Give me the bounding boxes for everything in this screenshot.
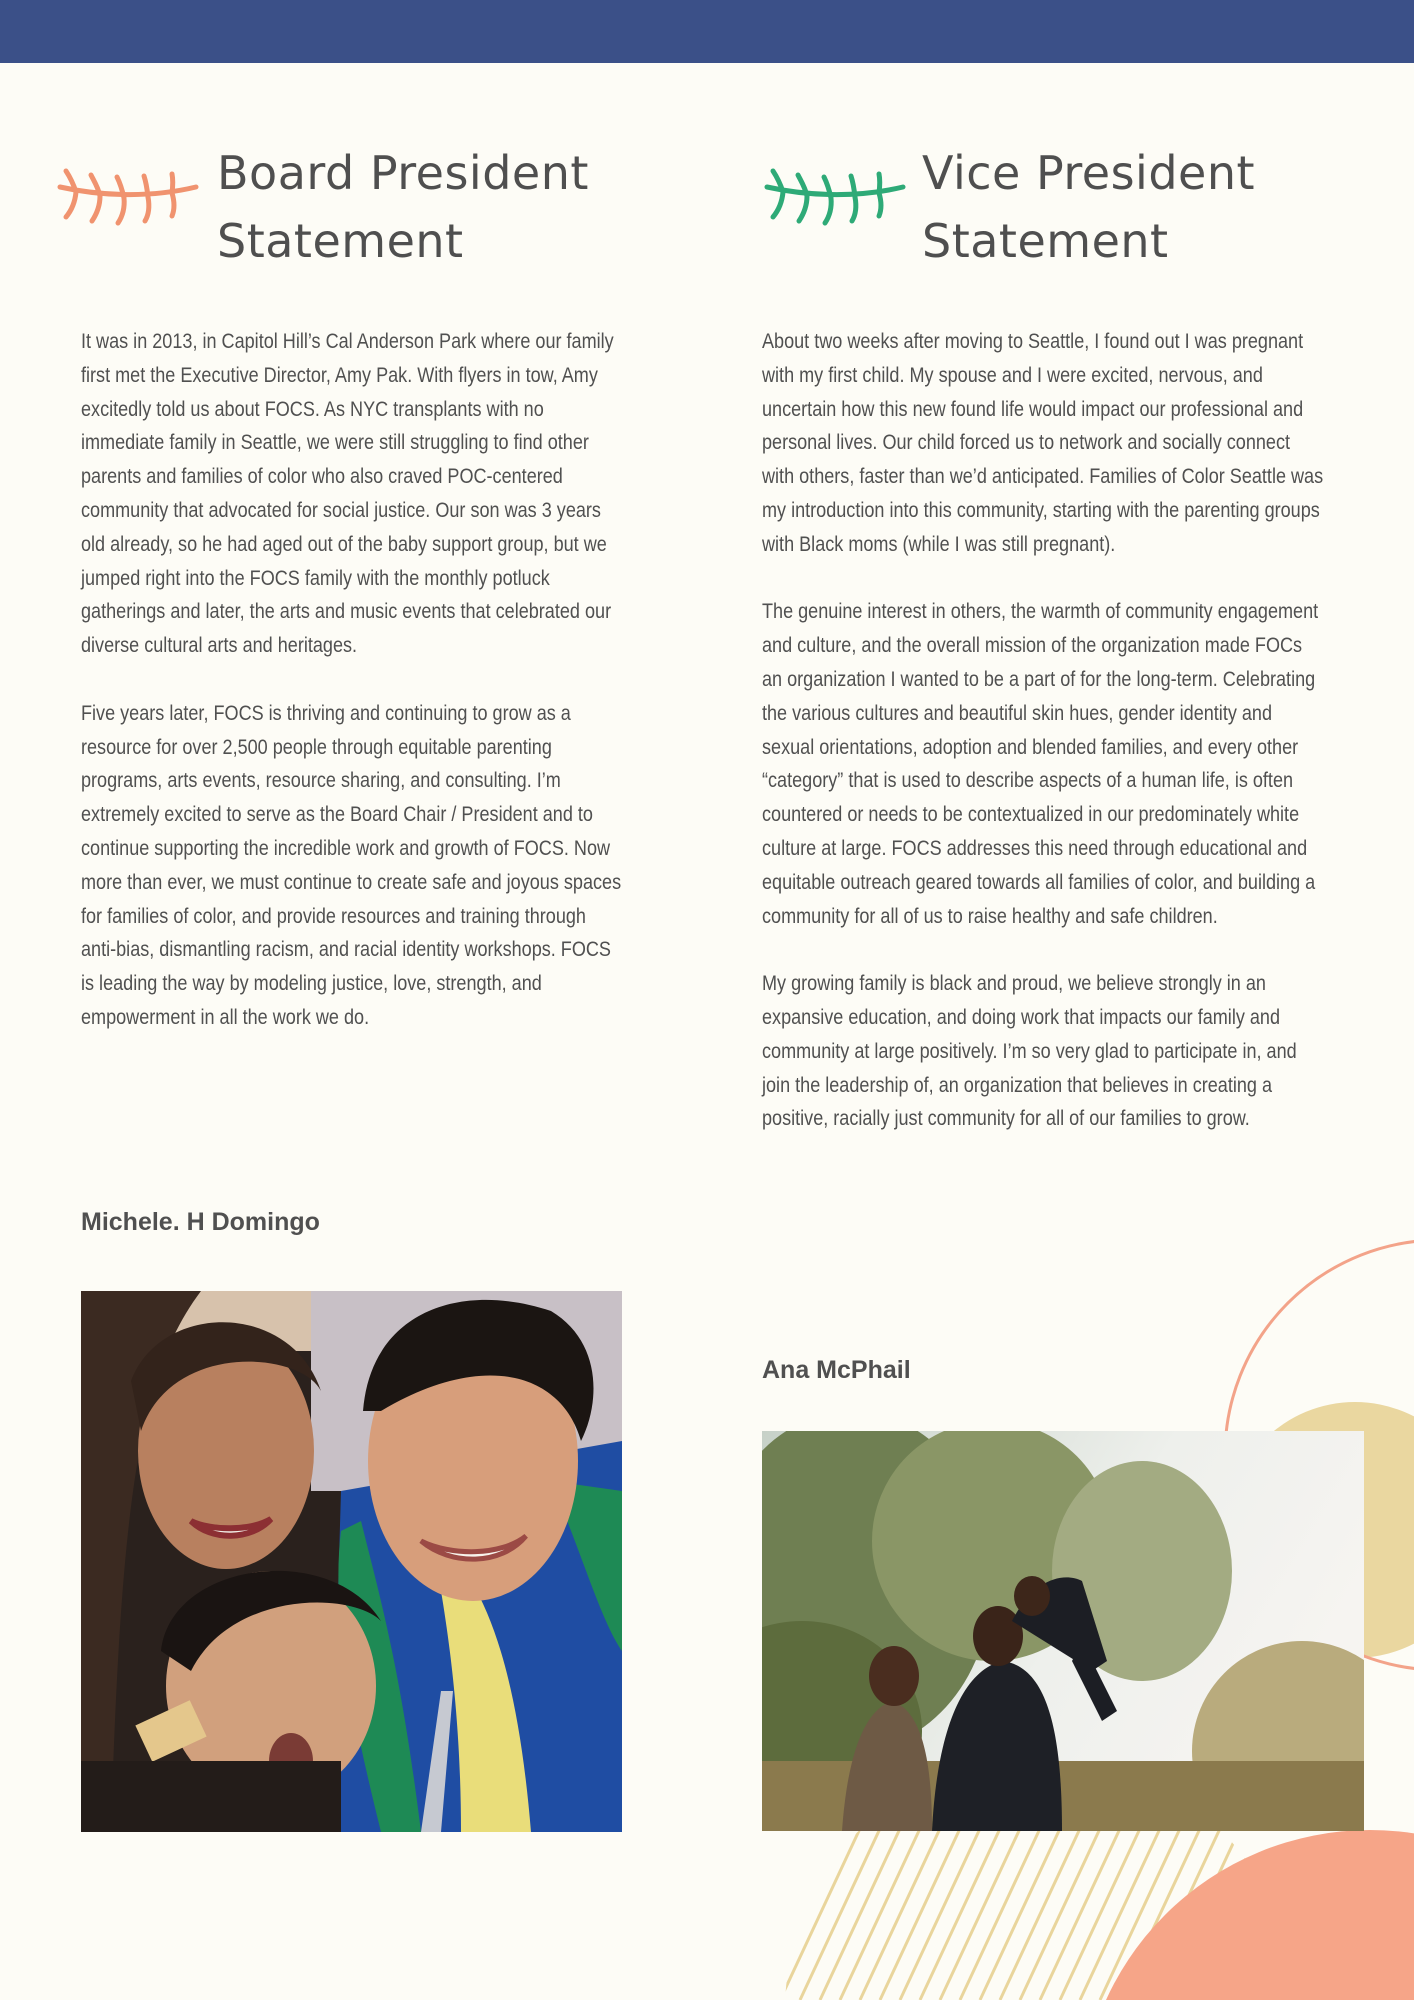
family-outdoor-photo-icon bbox=[762, 1431, 1364, 1831]
heading-line-1: Board President bbox=[217, 146, 589, 200]
top-color-band bbox=[0, 0, 1414, 63]
vice-president-signature: Ana McPhail bbox=[762, 1356, 911, 1384]
statement-paragraph-1: It was in 2013, in Capitol Hill’s Cal Anderson Park where our family first met the Executive Director, Amy Pak. With flyers in tow, Amy excitedly told us about FOCS. As NYC transplants with no immediate family in Seattle, we were still struggling to find other parents and families of color who also craved POC-centered community that advocated for social justice. Our son was 3 years old already, so he had aged out of the baby support group, but we jumped right into the FOCS family with the monthly potluck gatherings and later, the arts and music events that celebrated our diverse cultural arts and heritages. bbox=[81, 330, 614, 658]
heading-line-2: Statement bbox=[922, 214, 1169, 268]
vice-president-heading bbox=[922, 139, 1255, 275]
heading-line-2: Statement bbox=[217, 214, 464, 268]
coral-circle-decoration bbox=[1080, 1830, 1414, 2000]
family-outdoor-photo bbox=[762, 1431, 1364, 1831]
green-leaf-sprig-icon bbox=[763, 165, 907, 239]
board-president-signature: Michele. H Domingo bbox=[81, 1208, 320, 1236]
board-president-statement bbox=[81, 325, 626, 1035]
vice-president-statement bbox=[762, 325, 1327, 1136]
board-president-heading bbox=[217, 139, 589, 275]
statement-paragraph-2: The genuine interest in others, the warmth of community engagement and culture, and the overall mission of the organization made FOCs an organization I wanted to be a part of for the long-term. Celebrating the various cultures and beautiful skin hues, gender identity and sexual orientations, adoption and blended families, and every other “category” that is used to describe aspects of a human life, is often countered or needs to be contextualized in our predominately white culture at large. FOCS addresses this need through educational and equitable outreach geared towards all families of color, and building a community for all of us to raise healthy and safe children. bbox=[762, 600, 1319, 928]
coral-leaf-sprig-icon bbox=[56, 165, 200, 239]
statement-paragraph-3: My growing family is black and proud, we believe strongly in an expansive education, and doing work that impacts our family and community at large positively. I’m so very glad to participate in, and join the leadership of, an organization that believes in creating a positive, racially just community for all of our families to grow. bbox=[762, 972, 1297, 1131]
statement-paragraph-2: Five years later, FOCS is thriving and continuing to grow as a resource for over 2,500 people through equitable parenting programs, arts events, resource sharing, and consulting. I’m extremely excited to serve as the Board Chair / President and to continue supporting the incredible work and growth of FOCS. Now more than ever, we must continue to create safe and joyous spaces for families of color, and provide resources and training through anti-bias, dismantling racism, and racial identity workshops. FOCS is leading the way by modeling justice, love, strength, and empowerment in all the work we do. bbox=[81, 701, 622, 1029]
heading-line-1: Vice President bbox=[922, 146, 1256, 200]
family-selfie-photo bbox=[81, 1291, 622, 1832]
statement-paragraph-1: About two weeks after moving to Seattle, I found out I was pregnant with my first child. My spouse and I were excited, nervous, and uncertain how this new found life would impact our professional and personal lives. Our child forced us to network and socially connect with others, faster than we’d anticipated. Families of Color Seattle was my introduction into this community, starting with the parenting groups with Black moms (while I was still pregnant). bbox=[762, 330, 1324, 556]
family-selfie-photo-icon bbox=[81, 1291, 622, 1832]
